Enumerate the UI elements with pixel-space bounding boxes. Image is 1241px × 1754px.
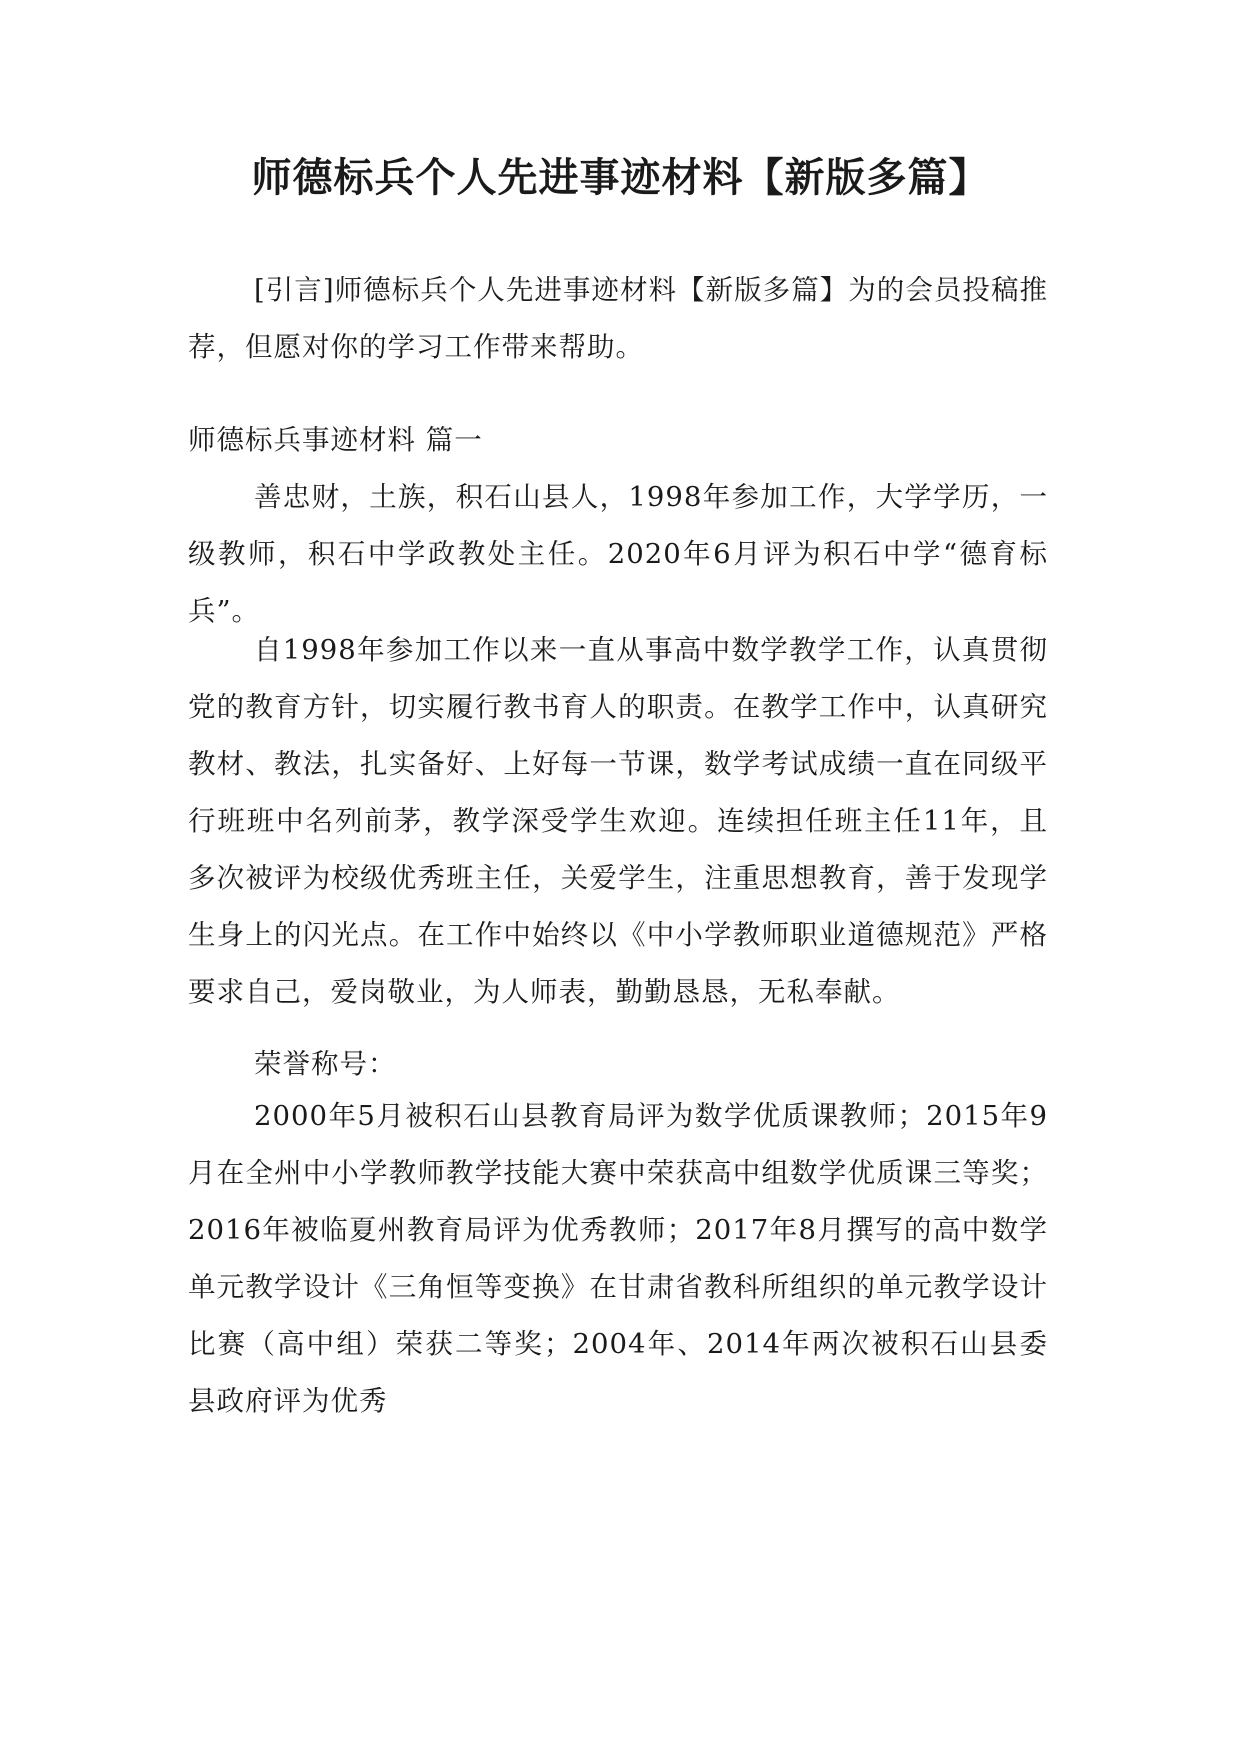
section-heading: 师德标兵事迹材料 篇一: [188, 424, 483, 456]
paragraph-1: 善忠财，土族，积石山县人，1998年参加工作，大学学历，一级教师，积石中学政教处主任。2020年6月评为积石中学“德育标兵”。: [188, 481, 1048, 627]
paragraph-honors: 2000年5月被积石山县教育局评为数学优质课教师；2015年9月在全州中小学教师教学技能大赛中荣获高中组数学优质课三等奖；2016年被临夏州教育局评为优秀教师；2017年8月撰写的高中数学单元教学设计《三角恒等变换》在甘肃省教科所组织的单元教学设计比赛（高中组）荣获二等奖；2004年、2014年两次被积石山县委县政府评为优秀: [188, 1100, 1048, 1417]
document-title: 师德标兵个人先进事迹材料【新版多篇】: [251, 154, 990, 201]
paragraph-2: 自1998年参加工作以来一直从事高中数学教学工作，认真贯彻党的教育方针，切实履行教书育人的职责。在教学工作中，认真研究教材、教法，扎实备好、上好每一节课，数学考试成绩一直在同级平行班班中名列前茅，教学深受学生欢迎。连续担任班主任11年，且多次被评为校级优秀班主任，关爱学生，注重思想教育，善于发现学生身上的闪光点。在工作中始终以《中小学教师职业道德规范》严格要求自己，爱岗敬业，为人师表，勤勤恳恳，无私奉献。: [188, 634, 1048, 1008]
intro-paragraph: [引言]师德标兵个人先进事迹材料【新版多篇】为的会员投稿推荐，但愿对你的学习工作带来帮助。: [188, 274, 1048, 363]
paragraph-honors-label: 荣誉称号：: [254, 1048, 397, 1080]
